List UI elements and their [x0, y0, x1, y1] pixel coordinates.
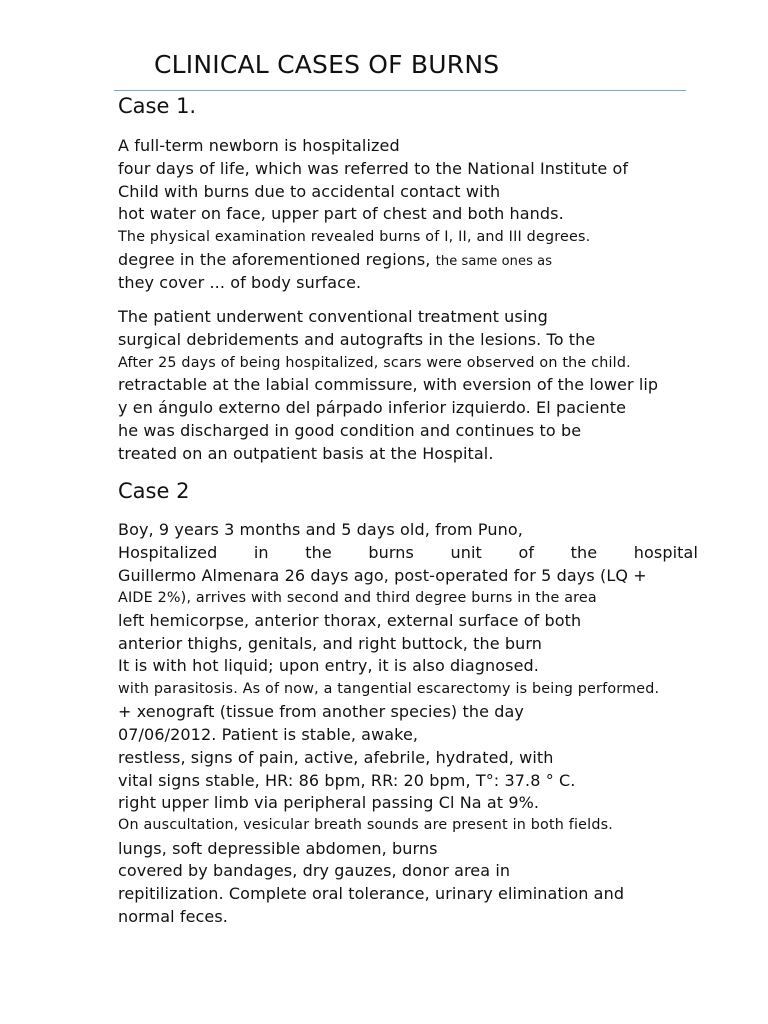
case2-line: covered by bandages, dry gauzes, donor area in — [118, 861, 511, 880]
case1-line: treated on an outpatient basis at the Hospital. — [118, 444, 494, 463]
case2-line: repitilization. Complete oral tolerance, urinary elimination and — [118, 884, 625, 903]
case1-line: four days of life, which was referred to the National Institute of — [118, 159, 629, 178]
case2-line: 07/06/2012. Patient is stable, awake, — [118, 725, 419, 744]
case2-line: AIDE 2%), arrives with second and third degree burns in the area — [118, 590, 597, 606]
case2-line: with parasitosis. As of now, a tangential escarectomy is being performed. — [118, 681, 660, 697]
case1-line: surgical debridements and autografts in the lesions. To the — [118, 330, 596, 349]
case2-heading: Case 2 — [118, 479, 190, 503]
word: the — [305, 543, 332, 562]
case1-line-part: the same ones as — [435, 254, 553, 269]
word: the — [570, 543, 598, 562]
case2-line: normal feces. — [118, 907, 228, 926]
case1-line: y en ángulo externo del párpado inferior izquierdo. El paciente — [118, 398, 627, 417]
case2-line: left hemicorpse, anterior thorax, external surface of both — [118, 611, 582, 630]
case2-line: On auscultation, vesicular breath sounds are present in both fields. — [118, 817, 614, 833]
word: burns — [368, 543, 414, 562]
case1-line-part: degree in the aforementioned regions, — [118, 250, 431, 269]
case2-line: vital signs stable, HR: 86 bpm, RR: 20 bpm, T°: 37.8 ° C. — [118, 771, 576, 790]
case1-line: A full-term newborn is hospitalized — [118, 136, 400, 155]
case2-line: + xenograft (tissue from another species) the day — [118, 702, 524, 721]
word: of — [518, 543, 535, 562]
case2-line: restless, signs of pain, active, afebrile, hydrated, with — [118, 748, 554, 767]
case2-line: It is with hot liquid; upon entry, it is also diagnosed. — [118, 656, 539, 675]
case2-line: Guillermo Almenara 26 days ago, post-operated for 5 days (LQ + — [118, 566, 647, 585]
title-underline — [114, 90, 686, 91]
case2-line: right upper limb via peripheral passing Cl Na at 9%. — [118, 793, 540, 812]
case1-line — [118, 250, 552, 272]
case1-line: they cover ... of body surface. — [118, 273, 362, 292]
case2-line: Boy, 9 years 3 months and 5 days old, from Puno, — [118, 520, 523, 539]
case1-line: he was discharged in good condition and continues to be — [118, 421, 582, 440]
case1-line: hot water on face, upper part of chest and both hands. — [118, 204, 564, 223]
case2-line — [118, 543, 698, 563]
word: hospital — [633, 543, 698, 562]
case1-line: Child with burns due to accidental contact with — [118, 182, 501, 201]
case1-line: After 25 days of being hospitalized, scars were observed on the child. — [118, 355, 631, 371]
document-title: CLINICAL CASES OF BURNS — [154, 50, 500, 79]
case1-line: The patient underwent conventional treatment using — [118, 307, 548, 326]
case1-line: retractable at the labial commissure, with eversion of the lower lip — [118, 375, 659, 394]
case1-line: The physical examination revealed burns of I, II, and III degrees. — [118, 229, 591, 245]
case1-heading: Case 1. — [118, 94, 197, 118]
word: Hospitalized — [118, 543, 218, 562]
case2-line: lungs, soft depressible abdomen, burns — [118, 839, 438, 858]
word: unit — [450, 543, 482, 562]
case2-line: anterior thighs, genitals, and right buttock, the burn — [118, 634, 543, 653]
word: in — [253, 543, 269, 562]
